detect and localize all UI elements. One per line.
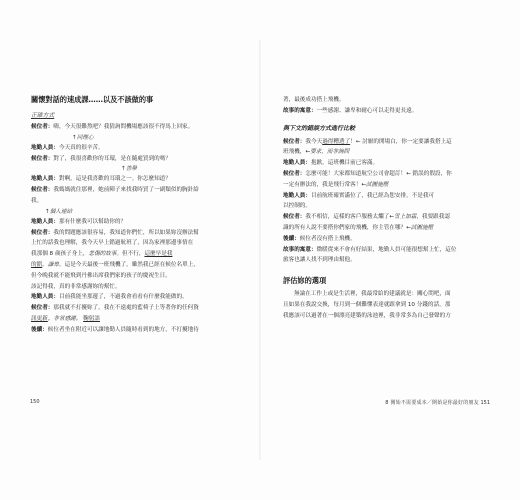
dialogue-line-cont: 識的所有人說不要搭你們家的飛機，你主管在哪？←試圖施壓: [283, 224, 434, 231]
page-number-right: 151: [480, 400, 490, 406]
dialogue-line-cont: 班飛機，←要求，而非詢問: [283, 149, 350, 156]
dialogue-line-cont: 我那個 8 歲孩子身上，悲傷的故事。但不行，這麼早是我: [31, 251, 173, 258]
dialogue-line: 地勤人員：那有什麼我可以幫助你的？: [31, 218, 127, 225]
dialogue-line: 後續：候位者沒有搭上飛機。: [283, 235, 356, 242]
dialogue-line-cont: 旅客也讓人找不到理由幫他。: [283, 257, 356, 264]
dialogue-line-cont: 我。: [31, 197, 43, 204]
running-head: 8 開始不需要成本／開始是你最好的朋友: [385, 400, 479, 406]
right-page: [283, 95, 493, 322]
dialogue-line: 候位者：那我就不打擾妳了，我在不遠處的藍椅子上等著你的任何資: [31, 305, 199, 312]
dialogue-line: 後續：候位者坐在附近可以讓地勤人員隨時看到的地方，不打擾地待: [31, 326, 199, 333]
dialogue-line-cont: 訊更新。非常感謝。 鞠躬語: [31, 315, 100, 322]
dialogue-line: 候位者：怎麼可能！大家都知道航空公司會超訂！← 錯誤的假設，你: [283, 170, 452, 177]
body-line: 我應該可以過著在一個漂亮建築的泳池裡，我非常多為自己發聲的方: [283, 312, 451, 319]
body-line: 無論在工作上或是生活裡，我最常給的建議就是：關心問吧，面: [294, 291, 451, 298]
section-title: 關懷對話的速成課……以及不該做的事: [31, 95, 154, 104]
annotation-note: ↑同理心: [72, 134, 94, 141]
section-title: 評估妳的選項: [283, 276, 327, 286]
dialogue-line: 地勤人員：今天真的很辛苦。: [31, 144, 104, 151]
subheading-right-way: 正確方式: [31, 113, 55, 119]
dialogue-line: 故事的寓意：一些感謝、謙卑和耐心可以走得更長遠。: [283, 107, 418, 114]
page-footer-right: [385, 399, 490, 406]
subheading-wrong-way: 與下文的錯誤方式進行比較: [283, 124, 356, 132]
dialogue-line-cont: 上忙的話我也理解，我今天早上錯過航班了，因為家裡那邊事情在: [31, 240, 194, 247]
dialogue-line-cont: 以控制的。: [283, 203, 311, 210]
dialogue-line: 地勤人員：抱歉，這班機目前已客滿。: [283, 160, 379, 167]
dialogue-line: 故事的寓意：微暖從來不會有好結果，地勤人員可能很想幫上忙，這位: [283, 246, 457, 253]
dialogue-line: 地勤人員：目前我能坐那邊了，不過我會看看有什麼我能做的。: [31, 294, 188, 301]
dialogue-line: 候位者：對了，我很喜歡你的耳環，是在隨處買到的嗎？: [31, 155, 171, 162]
dialogue-line-cont: 但今晚我就不能飛到丹佛出席我們家的孩子的慶祝生日。: [31, 272, 171, 279]
dialogue-line-cont: 的錯。謙卑。這是今天最後一班飛機了，雖然我已經在候位名單上，: [31, 261, 199, 268]
dialogue-line: 候位者：我的問題應該很容易，我知道你們忙，所以如果妳沒辦法幫: [31, 229, 199, 236]
dialogue-line: 地勤人員：目前航班確實滿位了，我已經為您安排，不是我可: [283, 192, 435, 199]
body-line: 且如果在我說交換，每月到一個難懂表達就跟拿到 10 分錢的話，那: [283, 301, 451, 308]
book-gutter: [259, 40, 261, 460]
dialogue-line: 候位者：我今天過得糟透了！← 討厭的開場白，你一定要讓我搭上這: [283, 138, 452, 145]
dialogue-line-cont: 該記得我，真的非常感謝妳的幫忙。: [31, 283, 121, 290]
left-page: [31, 94, 241, 336]
annotation-note: ↑個人連結: [45, 208, 73, 215]
annotation-note: ↑善舉: [121, 166, 137, 173]
dialogue-line: 地勤人員：對啊，這是我喜歡的耳環之一。你怎麼知道？: [31, 176, 171, 183]
dialogue-line-cont: 一定有辦法的，我是飛行常客！←試圖施壓: [283, 181, 389, 188]
dialogue-line: 候位者：我不相信，這樣的客戶服務太爛了←雪上加霜，我要跟我認: [283, 214, 450, 221]
dialogue-line: 候位者：嗨，今天很難熬吧？我猜詢問機場應該很不得馬上回家。: [31, 124, 194, 130]
dialogue-line: 候位者：我媽媽就住那裡，她前陣子來找我時買了一副類似的胸針給: [31, 187, 199, 194]
page-number-left: 150: [30, 399, 40, 405]
body-line: 著，最後成功搭上飛機。: [283, 97, 345, 103]
